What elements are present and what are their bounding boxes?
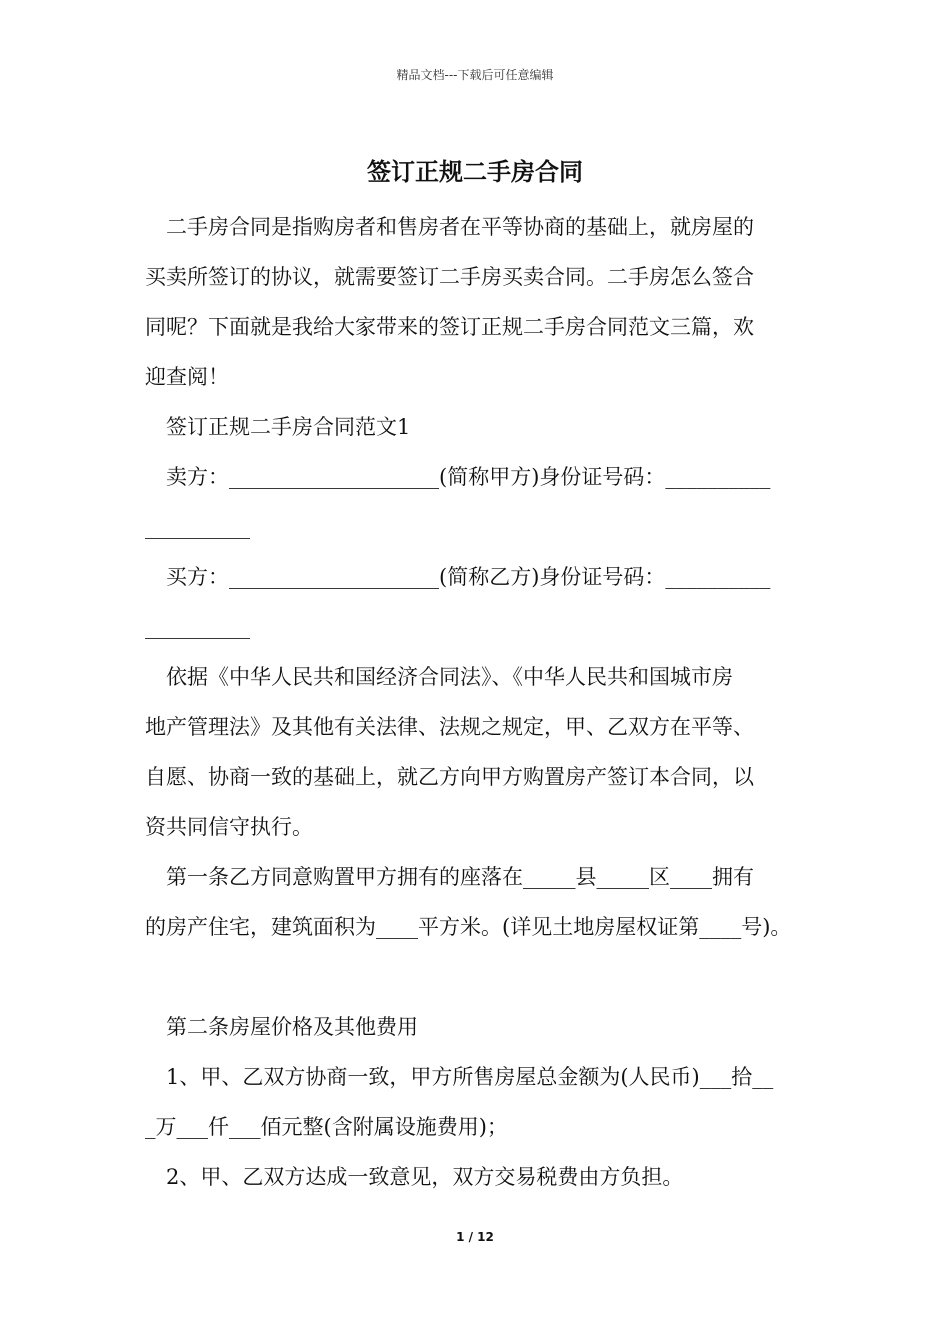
text-line: 地产管理法》及其他有关法律、法规之规定，甲、乙双方在平等、 (145, 715, 754, 739)
paragraph-article-2-heading (145, 1002, 817, 1052)
document-title: 签订正规二手房合同 (367, 158, 583, 186)
text-line: 依据《中华人民共和国经济合同法》、《中华人民共和国城市房 (166, 665, 733, 689)
paragraph-article-1 (145, 852, 817, 952)
paragraph-sample-heading (145, 402, 817, 452)
text-line: 1、甲、乙双方协商一致，甲方所售房屋总金额为(人民币)___拾__ (166, 1065, 774, 1089)
page-number: 1 / 12 (456, 1230, 494, 1244)
text-line: 自愿、协商一致的基础上，就乙方向甲方购置房产签订本合同，以 (145, 765, 754, 789)
paragraph-item-1 (145, 1052, 817, 1152)
text-line: 买卖所签订的协议，就需要签订二手房买卖合同。二手房怎么签合 (145, 265, 754, 289)
document-body (145, 202, 817, 1202)
header-note: 精品文档---下载后可任意编辑 (396, 68, 554, 82)
text-line: 迎查阅！ (145, 365, 229, 389)
text-line: 2、甲、乙双方达成一致意见，双方交易税费由方负担。 (166, 1165, 684, 1189)
paragraph-buyer (145, 552, 817, 652)
text-line: 买方：____________________(简称乙方)身份证号码：__________ (166, 565, 771, 589)
text-line: _万___仟___佰元整(含附属设施费用)； (145, 1115, 508, 1139)
text-line: __________ (145, 615, 250, 639)
paragraph-seller (145, 452, 817, 552)
text-line: 二手房合同是指购房者和售房者在平等协商的基础上，就房屋的 (166, 215, 754, 239)
text-line: 的房产住宅，建筑面积为____平方米。(详见土地房屋权证第____号)。 (145, 915, 792, 939)
text-line: __________ (145, 515, 250, 539)
text-line: 第二条房屋价格及其他费用 (166, 1015, 418, 1039)
text-line: 资共同信守执行。 (145, 815, 313, 839)
text-line: 卖方：____________________(简称甲方)身份证号码：__________ (166, 465, 771, 489)
text-line: 同呢？下面就是我给大家带来的签订正规二手房合同范文三篇，欢 (145, 315, 754, 339)
paragraph-intro (145, 202, 817, 402)
paragraph-item-2 (145, 1152, 817, 1202)
blank-line (145, 952, 817, 1002)
text-line: 第一条乙方同意购置甲方拥有的座落在_____县_____区____拥有 (166, 865, 754, 889)
text-line: 签订正规二手房合同范文1 (166, 415, 411, 439)
paragraph-legal-basis (145, 652, 817, 852)
